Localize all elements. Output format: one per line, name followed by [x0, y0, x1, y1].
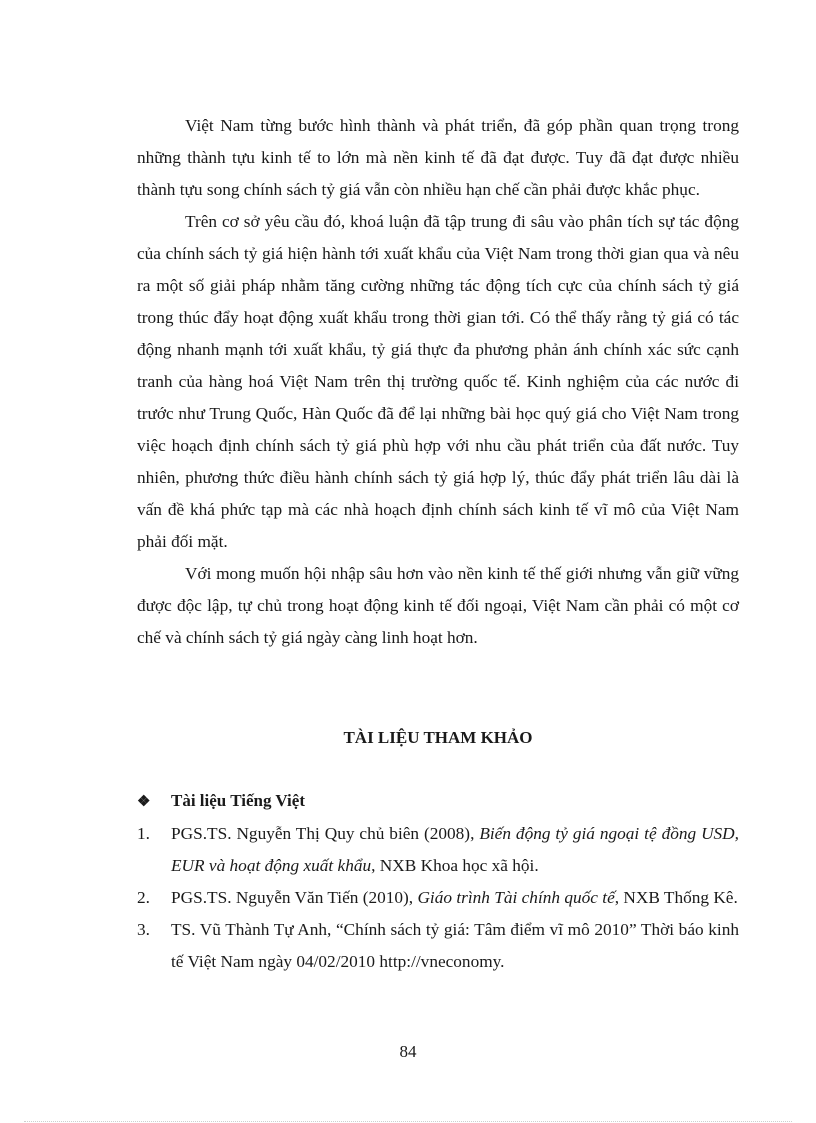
conclusion-body — [137, 110, 739, 654]
reference-title: Biến động tỷ giá ngoại tệ đồng USD, EUR và hoạt động xuất khẩu — [171, 824, 739, 875]
diamond-bullet-icon: ❖ — [137, 794, 151, 810]
page-bottom-divider — [24, 1121, 792, 1122]
page-number: 84 — [399, 1042, 417, 1061]
reference-publisher: , NXB Khoa học xã hội. — [371, 856, 539, 875]
reference-item — [137, 882, 739, 914]
reference-item — [137, 914, 739, 978]
reference-authors: PGS.TS. Nguyễn Văn Tiến (2010), — [171, 888, 418, 907]
reference-title: Giáo trình Tài chính quốc tế — [417, 888, 615, 907]
reference-authors: TS. Vũ Thành Tự Anh, “Chính sách tỷ giá: Tâm điểm vĩ mô 2010” Thời báo kinh tế Việt Nam ngày 04/02/2010 http://vneconomy. — [171, 920, 739, 971]
reference-item — [137, 818, 739, 882]
reference-list — [137, 818, 739, 978]
reference-authors: PGS.TS. Nguyễn Thị Quy chủ biên (2008), — [171, 824, 480, 843]
reference-number: 2. — [137, 888, 150, 907]
paragraph: Trên cơ sở yêu cầu đó, khoá luận đã tập trung đi sâu vào phân tích sự tác động của chính sách tỷ giá hiện hành tới xuất khẩu của Việt Nam trong thời gian qua và nêu ra một số giải pháp nhằm tăng cường những tác động tích cực của chính sách tỷ giá trong thúc đẩy hoạt động xuất khẩu trong thời gian tới. Có thể thấy rằng tỷ giá có tác động nhanh mạnh tới xuất khẩu, tỷ giá thực đa phương phản ánh chính xác sức cạnh tranh của hàng hoá Việt Nam trên thị trường quốc tế. Kinh nghiệm của các nước đi trước như Trung Quốc, Hàn Quốc đã để lại những bài học quý giá cho Việt Nam trong việc hoạch định chính sách tỷ giá phù hợp với nhu cầu phát triển của đất nước. Tuy nhiên, phương thức điều hành chính sách tỷ giá hợp lý, thúc đẩy phát triển lâu dài là vấn đề khá phức tạp mà các nhà hoạch định chính sách kinh tế vĩ mô của Việt Nam phải đối mặt. — [137, 212, 739, 551]
references-heading: TÀI LIỆU THAM KHẢO — [343, 728, 533, 747]
reference-publisher: , NXB Thống Kê. — [614, 888, 738, 907]
reference-number: 1. — [137, 824, 150, 843]
reference-number: 3. — [137, 920, 150, 939]
paragraph: Việt Nam từng bước hình thành và phát triển, đã góp phần quan trọng trong những thành tựu kinh tế to lớn mà nền kinh tế đã đạt được. Tuy đã đạt được nhiều thành tựu song chính sách tỷ giá vẫn còn nhiều hạn chế cần phải được khắc phục. — [137, 116, 739, 199]
paragraph: Với mong muốn hội nhập sâu hơn vào nền kinh tế thế giới nhưng vẫn giữ vững được độc lập, tự chủ trong hoạt động kinh tế đối ngoại, Việt Nam cần phải có một cơ chế và chính sách tỷ giá ngày càng linh hoạt hơn. — [137, 564, 739, 647]
section-title-vietnamese-references — [137, 786, 739, 817]
section-title-text: Tài liệu Tiếng Việt — [171, 791, 305, 810]
